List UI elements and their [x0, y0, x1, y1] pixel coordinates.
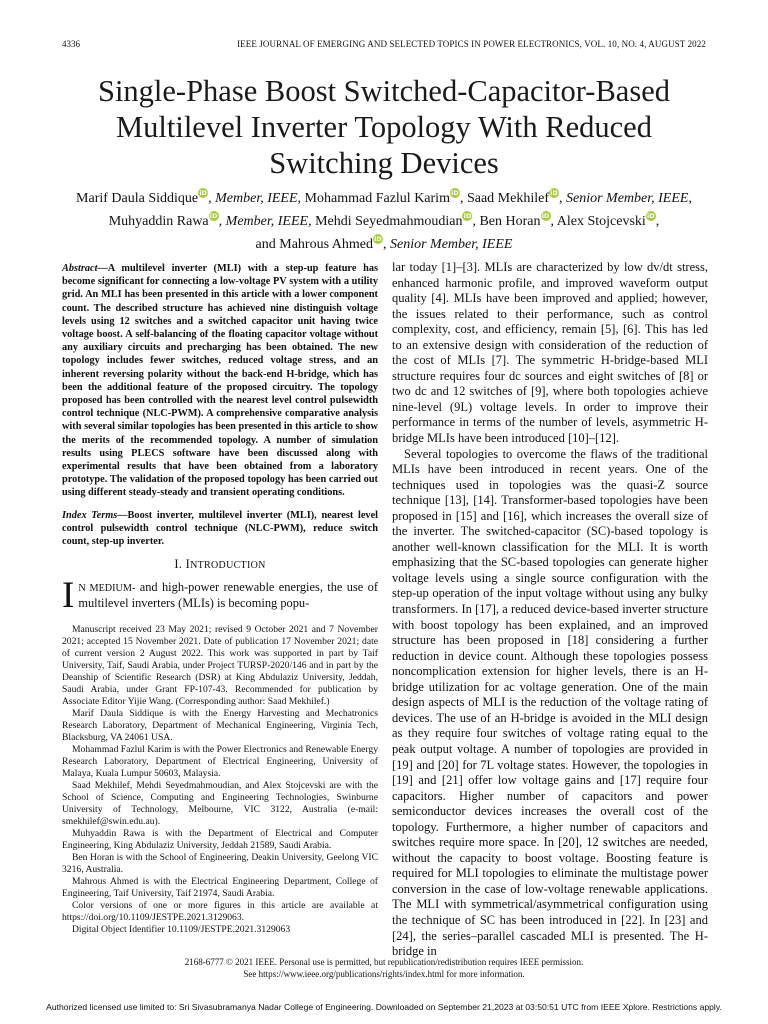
section-first-letter: I	[185, 557, 191, 572]
section-heading	[62, 557, 378, 574]
footnote: Marif Daula Siddique is with the Energy Harvesting and Mechatronics Research Laboratory, Department of Mechanical Engineering, Virginia Tech, Blacksburg, VA 24061 USA.	[62, 707, 378, 743]
author-role: Senior Member, IEEE	[566, 191, 689, 206]
author-role: Member, IEEE	[225, 214, 309, 229]
intro-small-caps: N MEDIUM-	[78, 582, 136, 594]
footnote: Mohammad Fazlul Karim is with the Power Electronics and Renewable Energy Research Laboratory, Department of Electrical Engineering, University of Malaya, Kuala Lumpur 50603, Malaysia.	[62, 743, 378, 779]
author-name: Muhyaddin Rawa	[108, 214, 209, 229]
authorized-use-notice: Authorized licensed use limited to: Sri Sivasubramanya Nadar College of Engineering. Downloaded on September 21,2023 at 03:50:51 UTC from IEEE Xplore. Restrictions apply.	[46, 1002, 722, 1012]
section-number: I.	[174, 557, 183, 572]
copyright-line: 2168-6777 © 2021 IEEE. Personal use is permitted, but republication/redistribution requires IEEE permission.	[184, 957, 584, 967]
abstract-text: A multilevel inverter (MLI) with a step-up feature has become significant for connecting a low-voltage PV system with a utility grid. An MLI has been presented in this article with a lower component count. The described structure has achieved nine distinguish voltage levels using 12 switches and a switched capacitor unit having twice voltage boost. A self-balancing of the floating capacitor voltage without any auxiliary circuits and precharging has been obtained. The new topology includes fewer switches, reduced voltage stress, and an inherent reversing polarity without the back-end H-bridge, which has been the additional feature of the proposed circuitry. The topology proposed has been controlled with the nearest level control pulsewidth control technique (NLC-PWM). A comprehensive comparative analysis with several similar topologies has been presented in this article to show the merits of the recommended topology. A number of simulation results using PLECS software have been discussed along with experimental results that have been obtained from a laboratory prototype. The validation of the proposed topology has been carried out using different steady-steady and transient operating conditions.	[62, 263, 378, 499]
intro-paragraph	[62, 574, 379, 616]
page-number: 4336	[62, 39, 80, 49]
footnote: Muhyaddin Rawa is with the Department of Electrical and Computer Engineering, King Abdulaziz University, Jeddah 21589, Saudi Arabia.	[62, 827, 378, 851]
orcid-icon[interactable]: iD	[374, 235, 382, 243]
section-title-rest: NTRODUCTION	[190, 560, 266, 572]
abstract-label: Abstract—	[62, 263, 108, 274]
orcid-icon[interactable]: iD	[209, 212, 218, 220]
body-paragraph: lar today [1]–[3]. MLIs are characterized by low dv/dt stress, enhanced harmonic profile, and improved waveform output quality [4]. MLIs have been improved and applied; however, the issues related to their performance, such as control complexity, cost, and efficiency, remain [5], [6]. This has led to an extensive design with consideration of the reduction of the cost of MLIs [7]. The symmetric H-bridge-based MLI structure requires four dc sources and eight switches of [8] or two dc and 12 switches of [9], where both topologies achieve nine-level (9L) voltage levels. In order to improve their performance in terms of the number of levels, asymmetric H-bridge MLIs have been introduced [10]–[12].	[392, 260, 708, 446]
orcid-icon[interactable]: iD	[550, 189, 558, 197]
drop-cap: I	[62, 574, 75, 616]
right-column	[392, 260, 708, 960]
author-name: Mehdi Seyedmahmoudian	[315, 214, 463, 229]
footnote: Mahrous Ahmed is with the Electrical Engineering Department, College of Engineering, Taif University, Taif 21974, Saudi Arabia.	[62, 875, 378, 899]
footnotes	[62, 624, 378, 936]
footnote: Ben Horan is with the School of Engineering, Deakin University, Geelong VIC 3216, Australia.	[62, 851, 378, 875]
author-name: Mohammad Fazlul Karim	[304, 191, 450, 206]
author-role: Member, IEEE	[215, 191, 298, 206]
and-word: and	[255, 237, 276, 252]
author-name: Marif Daula Siddique	[76, 191, 199, 206]
orcid-icon[interactable]: iD	[646, 212, 655, 220]
copyright-notice	[0, 956, 768, 980]
author-name: Saad Mekhilef	[466, 191, 549, 206]
footnote: Manuscript received 23 May 2021; revised 9 October 2021 and 7 November 2021; accepted 15 November 2021. Date of publication 17 November 2021; date of current version 2 August 2022. This work was supported in part by Taif University, Taif, Saudi Arabia, under Project TURSP-2020/146 and in part by the Deanship of Scientific Research (DSR) at King Abdulaziz University, Jeddah, Saudi Arabia, under Grant FP-107-43. Recommended for publication by Associate Editor Yijie Wang. (Corresponding author: Saad Mekhilef.)	[62, 623, 378, 707]
intro-text: and high-power renewable energies, the use of multilevel inverters (MLIs) is becoming popu-	[78, 579, 379, 611]
copyright-link-line[interactable]: See https://www.ieee.org/publications/rights/index.html for more information.	[243, 969, 525, 979]
author-name: Mahrous Ahmed	[279, 237, 373, 252]
footnote: Digital Object Identifier 10.1109/JESTPE.2021.3129063	[72, 923, 291, 935]
author-list: Marif Daula SiddiqueiD, Member, IEEE, Mohammad Fazlul KarimiD, Saad MekhilefiD, Senior Member, IEEE, Muhyaddin RawaiD, Member, IEEE, Mehdi SeyedmahmoudianiD, Ben HoraniD, Alex StojcevskiiD, and Mahrous AhmediD, Senior Member, IEEE	[76, 189, 692, 252]
body-paragraph: Several topologies to overcome the flaws of the traditional MLIs have been introduced in recent years. One of the techniques used in topologies was the quasi-Z source technique [13], [14]. Transformer-based topologies have been proposed in [15] and [16], which increases the overall size of the inverter. The switched-capacitor (SC)-based topology is another well-known classification for the MLI. It is worth emphasizing that the SC-based topologies can generate higher voltage levels using a single source configuration with the step-up operation of the input voltage without using any bulky transformers. In [17], a reduced device-based inverter structure with boost topology has been explained, and an improved structure has been proposed in [18] considering a further reduction in device count. Although these topologies possess noncomplication extension for higher levels, there is an H-bridge utilization for ac voltage generation. One of the main design aspects of MLI is the reduction of the voltage rating of devices. The use of an H-bridge is avoided in the MLI design as they require four switches of voltage rating equal to the peak output voltage. A number of topologies are provided in [19] and [20] for 7L voltage states. However, the topologies in [19] and [21] offer low voltage gains and [17] require four capacitors. Higher number of capacitors and power semiconductor devices increases the overall cost of the topology. Furthermore, a higher number of capacitors and switches require more space. In [20], 12 switches are needed, without the capacity to boost voltage. Boosting feature is required for MLI topologies to eliminate the multistage power conversion in the case of low-voltage renewable applications. The MLI with symmetrical/asymmetrical configuration using the technique of SC has been introduced in [22]. In [23] and [24], the series–parallel cascaded MLI is presented. The H-bridge in	[392, 446, 708, 959]
orcid-icon[interactable]: iD	[541, 212, 550, 220]
orcid-icon[interactable]: iD	[199, 189, 207, 197]
abstract	[62, 262, 378, 500]
paper-title: Single-Phase Boost Switched-Capacitor-Based Multilevel Inverter Topology With Reduced Switching Devices	[97, 74, 670, 180]
author-name: Alex Stojcevski	[556, 214, 646, 229]
journal-header: IEEE JOURNAL OF EMERGING AND SELECTED TOPICS IN POWER ELECTRONICS, VOL. 10, NO. 4, AUGUST 2022	[237, 39, 706, 49]
footnote: Saad Mekhilef, Mehdi Seyedmahmoudian, and Alex Stojcevski are with the School of Science, Computing and Engineering Technologies, Swinburne University of Technology, Melbourne, VIC 3122, Australia (e-mail: smekhilef@swin.edu.au).	[62, 779, 378, 827]
index-terms-text: Boost inverter, multilevel inverter (MLI), nearest level control pulsewidth control technique (NLC-PWM), reduce switch count, step-up inverter.	[62, 509, 379, 548]
footnote: Color versions of one or more figures in this article are available at https://doi.org/10.1109/JESTPE.2021.3129063.	[62, 899, 378, 923]
left-column	[62, 262, 378, 936]
author-name: Ben Horan	[479, 214, 541, 229]
index-terms-label: Index Terms—	[62, 509, 128, 521]
index-terms	[62, 509, 378, 549]
orcid-icon[interactable]: iD	[463, 212, 472, 220]
orcid-icon[interactable]: iD	[451, 189, 459, 197]
author-role: Senior Member, IEEE	[389, 237, 513, 252]
